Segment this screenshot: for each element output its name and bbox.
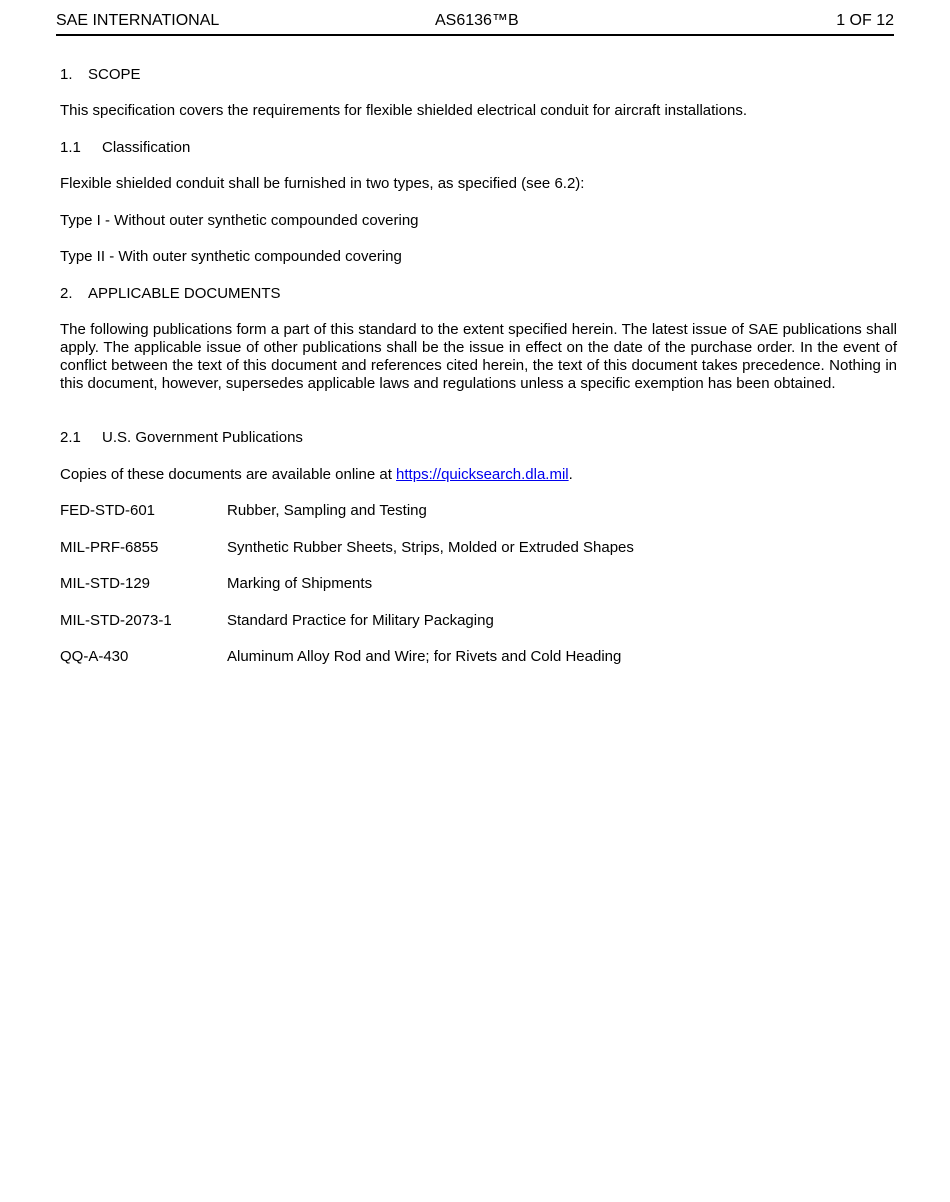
section-title: Classification [102,139,191,156]
classification-type-1: Type I - Without outer synthetic compounded covering [60,212,419,229]
document-title: Marking of Shipments [227,575,373,592]
section-number: 1. [60,66,73,83]
document-row [60,575,897,593]
section-classification-heading [60,139,190,157]
section-number: 2. [60,285,73,302]
header-page-number: 1 OF 12 [836,12,894,29]
section-number: 2.1 [60,429,81,446]
document-title: Aluminum Alloy Rod and Wire; for Rivets and Cold Heading [227,648,622,665]
classification-type-2: Type II - With outer synthetic compounded covering [60,248,402,265]
document-title: Standard Practice for Military Packaging [227,612,494,629]
copies-end: . [568,466,573,483]
document-title: Rubber, Sampling and Testing [227,502,427,519]
section-title: U.S. Government Publications [102,429,303,446]
quicksearch-link[interactable]: https://quicksearch.dla.mil [396,466,569,483]
section-scope-heading [60,66,141,84]
section-number: 1.1 [60,139,81,156]
copies-text: Copies of these documents are available online at [60,466,397,483]
document-id: MIL-STD-129 [60,575,151,592]
document-row [60,648,897,666]
scope-paragraph: This specification covers the requirements for flexible shielded electrical conduit for aircraft installations. [60,102,747,119]
header-org: SAE INTERNATIONAL [56,12,220,29]
section-title: SCOPE [88,66,141,83]
section-applicable-heading [60,285,281,303]
header-doc-number: AS6136™B [435,12,519,29]
document-row [60,539,897,557]
document-row [60,502,897,520]
applicable-documents-paragraph: The following publications form a part of this standard to the extent specified herein. The latest issue of SAE publications shall apply. The applicable issue of other publications shall be the issue in effect on the date of the purchase order. In the event of conflict between the text of this document and references cited herein, the text of this document takes precedence. Nothing in this document, however, supersedes applicable laws and regulations unless a specific exemption has been obtained. [60,321,897,392]
section-govpubs-heading [60,429,303,447]
document-id: MIL-PRF-6855 [60,539,159,556]
document-id: FED-STD-601 [60,502,156,519]
document-title: Synthetic Rubber Sheets, Strips, Molded or Extruded Shapes [227,539,634,556]
page-header [56,12,894,36]
copies-paragraph [60,466,897,484]
classification-intro: Flexible shielded conduit shall be furnished in two types, as specified (see 6.2): [60,175,585,192]
section-title: APPLICABLE DOCUMENTS [88,285,281,302]
document-id: QQ-A-430 [60,648,129,665]
document-id: MIL-STD-2073-1 [60,612,172,629]
document-row [60,612,897,630]
